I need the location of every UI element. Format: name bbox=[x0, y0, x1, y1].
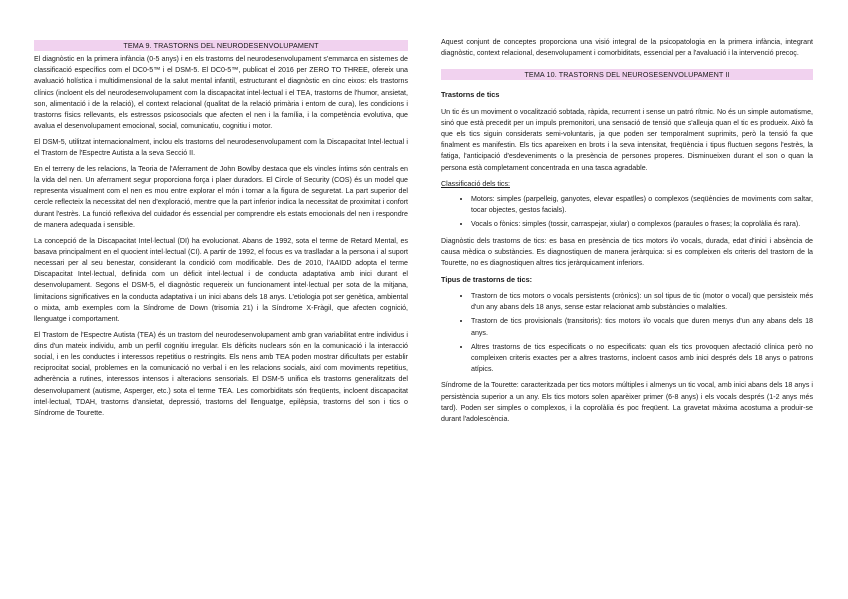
paragraph-intellectual-disability: La concepció de la Discapacitat Intel·lectual (DI) ha evolucionat. Abans de 1992, sota el terme de Retard Mental, es basava principalment en el quocient intel·lectual (CI). A partir de 1992, el focus es va traslladar a la persona i al suport necessari per al seu benestar, considerant la condició com modificable. Des de 2010, l'AAIDD adopta el terme Discapacitat Intel·lectual, definida com un dèficit intel·lectual i de conducta adaptativa amb inici durant el desenvolupament. Segons el DSM-5, el diagnòstic requereix un funcionament intel·lectual per sota de la mitjana, limitacions significatives en la conducta adaptativa i un inici abans dels 18 anys. L'etiologia pot ser genètica, ambiental o mixta, amb exemples com la Síndrome de Down (trisomia 21) i la Síndrome X-Fràgil, que afecten cognició, llenguatge i comportament. bbox=[34, 236, 408, 323]
classification-list bbox=[441, 194, 813, 231]
list-item: • Vocals o fònics: simples (tossir, carraspejar, xiular) o complexos (paraules o frases; la coprolàlia és rara). bbox=[471, 219, 813, 230]
paragraph-diagnosis: El diagnòstic en la primera infància (0-5 anys) i en els trastorns del neurodesenvolupament s'emmarca en sistemes de classificació específics com el DC0-5™ i el DSM-5. El DC0-5™, publicat el 2016 per ZERO TO THREE, ofereix una avaluació holística i multidimensional de la salut mental infantil, estructurant el diagnòstic en cinc eixos: els trastorns clínics (incloent els del neurodesenvolupament com la discapacitat intel·lectual i el TEA, trastorns de l'humor, ansietat, son, alimentació i de la relació), el context relacional (qualitat de la relació primària i entorn de cura), les condicions i trastorns físics rellevants, els estressos psicosocials que afecten el nen i la família, i la competència evolutiva, que avalua el desenvolupament emocional, social, comunicatiu, cognitiu i motor. bbox=[34, 55, 408, 131]
list-item: • Motors: simples (parpelleig, ganyotes, elevar espatlles) o complexos (seqüències de moviments com saltar, tocar objectes, gestos facials). bbox=[471, 194, 813, 216]
heading-tic-disorders: Trastorns de tics bbox=[441, 90, 500, 100]
paragraph-dsm5: El DSM-5, utilitzat internacionalment, inclou els trastorns del neurodesenvolupament com la Discapacitat Intel·lectual i el Trastorn de l'Espectre Autista a la seva Secció II. bbox=[34, 137, 408, 158]
right-column bbox=[441, 37, 813, 430]
list-item: • Altres trastorns de tics especificats o no especificats: quan els tics provoquen afectació clínica però no compleixen criteris exactes per a altres trastorns, incloent casos amb inici després dels 18 anys o patrons atípics. bbox=[471, 342, 813, 376]
paragraph-tics: Un tic és un moviment o vocalització sobtada, ràpida, recurrent i sense un patró rítmic. No és un simple automatisme, sinó que està precedit per un impuls premonitori, una sensació de tensió que s'alleuja quan el tic es produeix. Això fa que els tics siguin considerats semi-voluntaris, ja que poden ser temporalment suprimits, però la tensió fa que finalment es manifestin. Els tics apareixen en brots i la seva intensitat, freqüència i tipus fluctuen segons l'estrès, la fatiga, l'anticipació d'esdeveniments o la presència de persones properes. Disminueixen durant el son o quan la persona està completament concentrada en una tasca agradable. bbox=[441, 107, 813, 172]
paragraph-intro: Aquest conjunt de conceptes proporciona una visió integral de la psicopatologia en la primera infància, integrant diagnòstic, context relacional, desenvolupament i comorbiditats, essencial per a l'avaluació i la intervenció precoç. bbox=[441, 38, 813, 58]
paragraph-tourette: Síndrome de la Tourette: caracteritzada per tics motors múltiples i almenys un tic vocal, amb inici abans dels 18 anys i persistència superior a un any. Els tics motors solen aparèixer primer (6-8 anys) i els vocals després (1-2 anys més tard). Poden ser simples o complexos, i la coprolàlia és poc freqüent. La gravetat màxima acostuma a produir-se durant l'adolescència. bbox=[441, 381, 813, 423]
list-item: • Trastorn de tics provisionals (transitoris): tics motors i/o vocals que duren menys d'un any abans dels 18 anys. bbox=[471, 316, 813, 338]
heading-tic-types: Tipus de trastorns de tics: bbox=[441, 274, 533, 284]
left-column bbox=[34, 40, 408, 424]
paragraph-autism: El Trastorn de l'Espectre Autista (TEA) és un trastorn del neurodesenvolupament amb gran variabilitat entre individus i dins d'un mateix individu, amb un perfil cognitiu irregular. Els dèficits nuclears són en la comunicació i la interacció social, i en les conductes i interessos repetitius o restringits. Els nens amb TEA poden mostrar dificultats per establir reciprocitat social, problemes en la comunicació no verbal i en les relacions socials, així com moviments repetitius, adherència a rutines, interessos intensos i alteracions sensorials. El DSM-5 unifica els trastorns generalitzats del desenvolupament (autisme, Asperger, etc.) sota el terme TEA. Les comorbiditats són freqüents, incloent discapacitat intel·lectual, TDAH, trastorns d'ansietat, depressió, trastorns del llenguatge, epilèpsia, trastorns del son i tics o Síndrome de Tourette. bbox=[34, 330, 408, 418]
types-list bbox=[441, 291, 813, 375]
list-item: • Trastorn de tics motors o vocals persistents (crònics): un sol tipus de tic (motor o vocal) que persisteix més d'un any abans dels 18 anys, sense estar relacionat amb substàncies o malalties. bbox=[471, 291, 813, 313]
subheading-classification: Classificació dels tics: bbox=[441, 179, 510, 188]
section-title-tema-9: TEMA 9. TRASTORNS DEL NEURODESENVOLUPAMENT bbox=[34, 40, 408, 51]
paragraph-attachment: En el terreny de les relacions, la Teoria de l'Aferrament de John Bowlby destaca que els vincles íntims són centrals en la vida del nen. Un aferrament segur proporciona força i plaer duradors. El Circle of Security (COS) és un model que representa visualment com el nen es mou entre explorar el món i tornar a la figura de seguretat. La part superior del cercle reflecteix la necessitat del nen d'exploració, mentre que la part inferior indica la necessitat de proximitat i confort durant l'estrès. La funció reflexiva del cuidador és essencial per comprendre els estats emocionals del nen i respondre de manera adequada i sensible. bbox=[34, 164, 408, 229]
section-title-tema-10: TEMA 10. TRASTORNS DEL NEUROSESENVOLUPAMENT II bbox=[441, 69, 813, 80]
paragraph-diagnosis-tics: Diagnòstic dels trastorns de tics: es basa en presència de tics motors i/o vocals, durada, edat d'inici i absència de causa mèdica o substàncies. Es diagnostiquen de manera jeràrquica: si es compleixen els criteris del trastorn de la Tourette, no es diagnostiquen altres tics jeràrquicament inferiors. bbox=[441, 236, 813, 268]
